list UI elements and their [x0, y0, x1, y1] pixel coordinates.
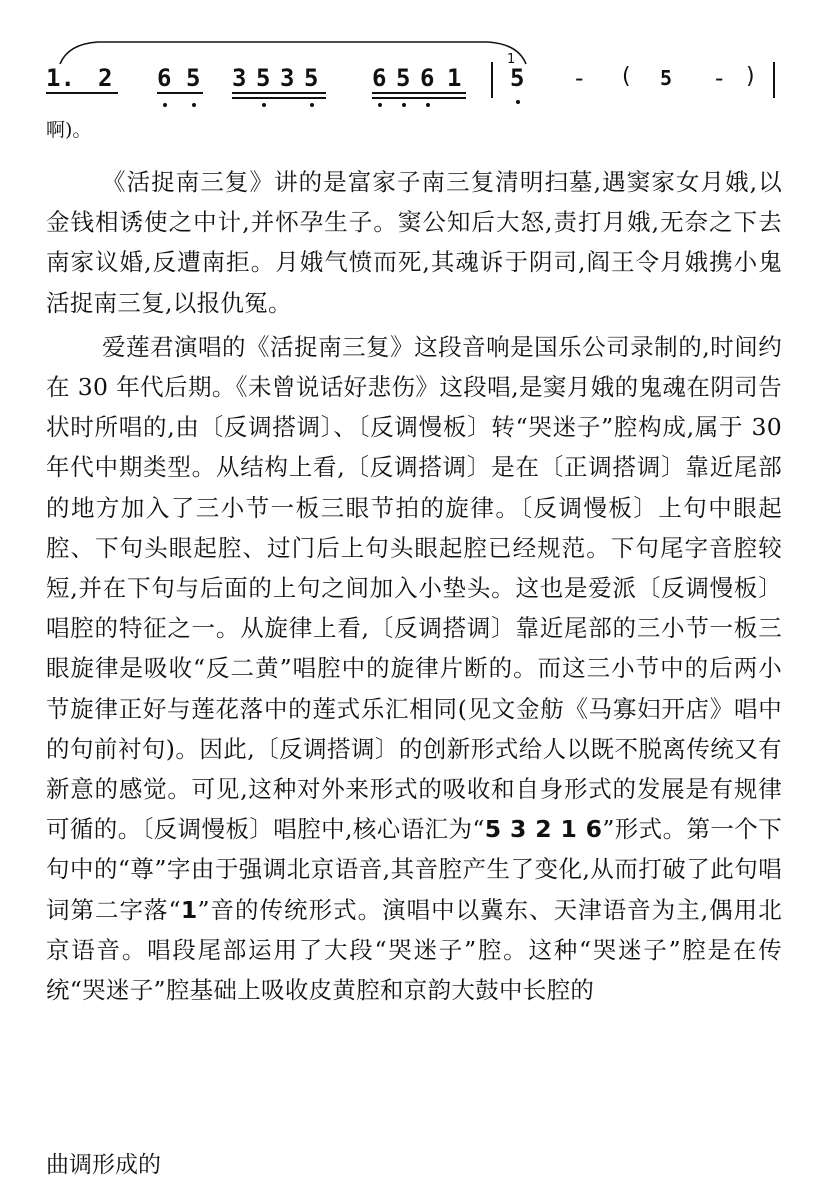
beat-underline [46, 92, 118, 94]
note: 6 [420, 64, 435, 92]
note: 5 [660, 66, 673, 90]
paragraph-2-part-1: 爱莲君演唱的《活捉南三复》这段音响是国乐公司录制的,时间约在 30 年代后期。《未曾说话好悲伤》这段唱,是窦月娥的鬼魂在阴司告状时所唱的,由〔反调搭调〕、〔反调慢板〕转“哭迷子”腔构成,属于 30 年代中期类型。从结构上看,〔反调搭调〕是在〔正调搭调〕靠近尾部的地方加入了三小节一板三眼节拍的旋律。〔反调慢板〕上句中眼起腔、下句头眼起腔、过门后上句头眼起腔已经规范。下句尾字音腔较短,并在下句与后面的上句之间加入小垫头。这也是爱派〔反调慢板〕唱腔的特征之一。从旋律上看,〔反调搭调〕靠近尾部的三小节一板三眼旋律是吸收“反二黄”唱腔中的旋律片断的。而这三小节中的后两小节旋律正好与莲花落中的莲式乐汇相同(见文金舫《马寡妇开店》唱中的句前衬句)。因此,〔反调搭调〕的创新形式给人以既不脱离传统又有新意的感觉。可见,这种对外来形式的吸收和自身形式的发展是有规律可循的。〔反调慢板〕唱腔中,核心语汇为“ [46, 332, 782, 844]
note: 1 [447, 64, 462, 92]
octave-dot [262, 103, 266, 107]
note: 6 [157, 64, 172, 92]
paragraph-1: 《活捉南三复》讲的是富家子南三复清明扫墓,遇窦家女月娥,以金钱相诱使之中计,并怀孕生子。窦公知后大怒,责打月娥,无奈之下去南家议婚,反遭南拒。月娥气愤而死,其魂诉于阴司,阎王令月娥携小鬼活捉南三复,以报仇冤。 [46, 168, 782, 317]
paren-open: ( [622, 64, 631, 89]
lyric-line: 啊)。 [46, 119, 92, 141]
beat-underline [372, 92, 466, 94]
note: 3 [232, 64, 247, 92]
octave-dot [402, 103, 406, 107]
note: 1. [46, 64, 75, 92]
note: 5 [510, 64, 525, 92]
note: 5 [256, 64, 271, 92]
octave-dot [426, 103, 430, 107]
note: 2 [98, 64, 113, 92]
cut-off-line: 曲调形成的 [46, 1152, 161, 1177]
beat-underline [232, 97, 326, 99]
note: 3 [280, 64, 295, 92]
paragraph-2-part-3: ”音的传统形式。演唱中以冀东、天津语音为主,偶用北京语音。唱段尾部运用了大段“哭迷子”腔。这种“哭迷子”腔是在传统“哭迷子”腔基础上吸收皮黄腔和京韵大鼓中长腔的 [46, 895, 782, 1005]
octave-dot [192, 103, 196, 107]
dash: - [572, 64, 587, 92]
note: 5 [304, 64, 319, 92]
paragraph-2 [46, 327, 782, 1010]
note: 6 [372, 64, 387, 92]
jianpu-notation [0, 0, 822, 120]
barline [491, 62, 493, 98]
paragraph-2-part-2: ”形式。第一个下句中的“尊”字由于强调北京语音,其音腔产生了变化,从而打破了此句唱词第二字落“ [46, 815, 782, 924]
beat-underline [232, 92, 326, 94]
body-text [46, 162, 782, 1014]
note: 5 [396, 64, 411, 92]
note-one-number: 1 [180, 895, 198, 924]
barline [773, 62, 775, 98]
octave-dot [516, 100, 520, 104]
paren-close: ) [746, 64, 755, 89]
slur-arc [58, 38, 528, 66]
core-motif-numbers: 5 3 2 1 6 [484, 815, 603, 844]
note: 5 [186, 64, 201, 92]
dash: - [712, 64, 727, 92]
octave-dot [310, 103, 314, 107]
beat-underline [157, 92, 203, 94]
octave-dot [378, 103, 382, 107]
octave-dot [163, 103, 167, 107]
beat-underline [372, 97, 466, 99]
grace-note: 1 [507, 52, 516, 67]
